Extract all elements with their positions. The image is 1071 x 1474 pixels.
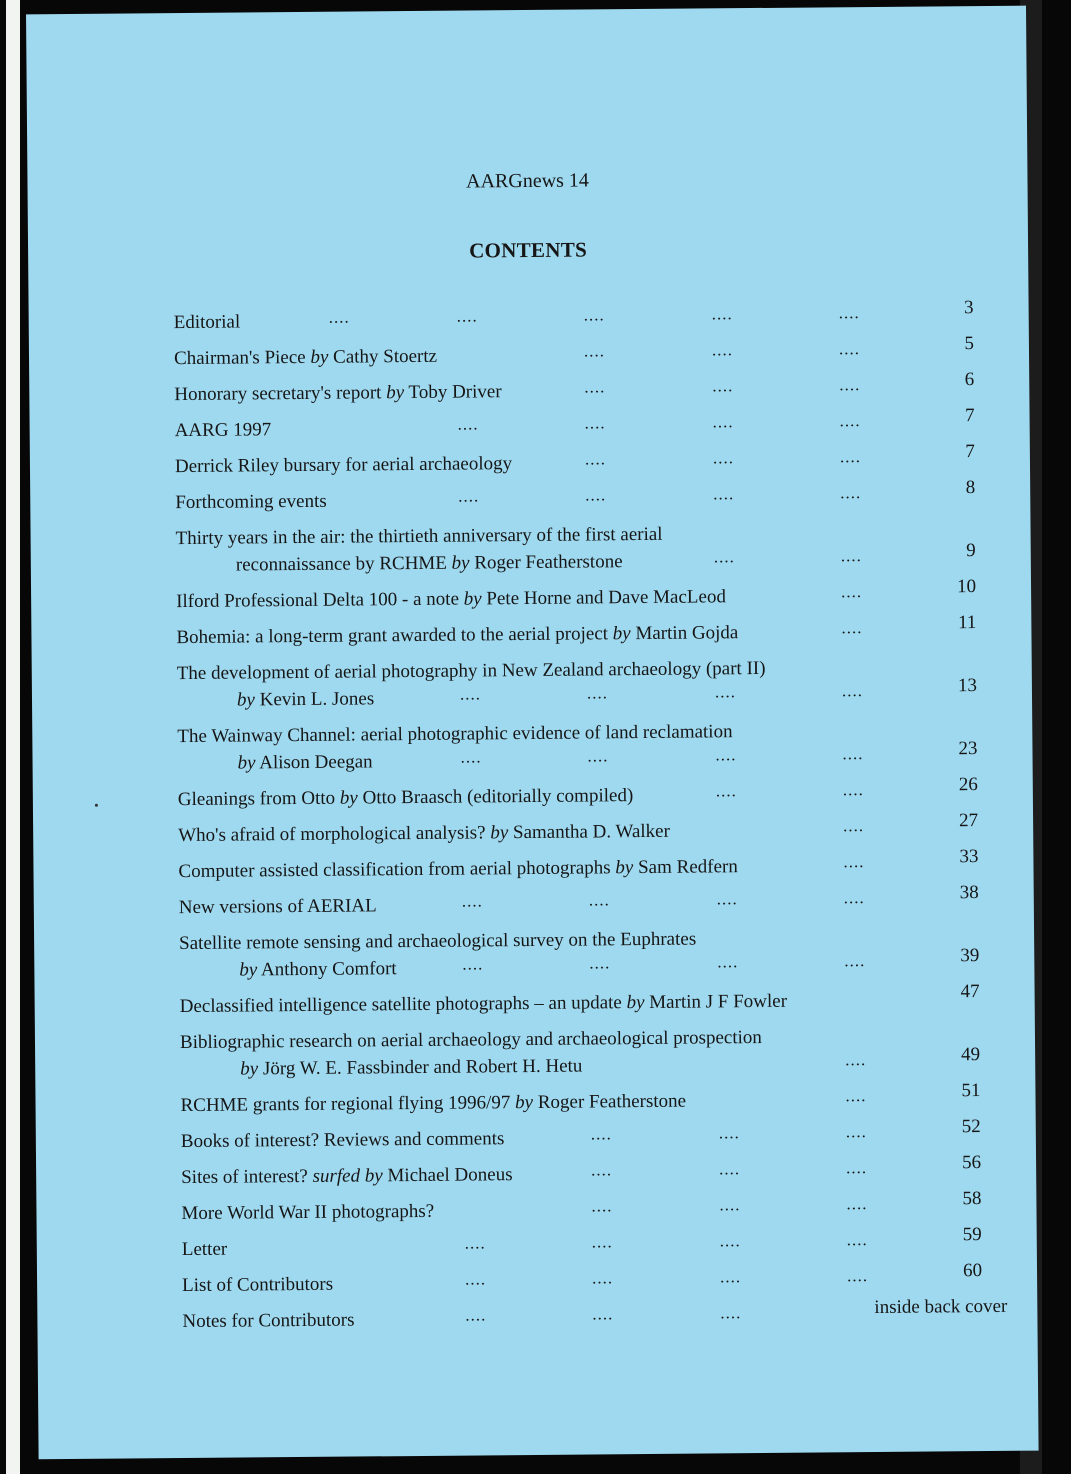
leader-dot: .... bbox=[719, 1231, 741, 1251]
leader-dot: .... bbox=[846, 1266, 869, 1286]
leader-dot: .... bbox=[464, 1269, 487, 1289]
entry-title-text: Editorial bbox=[173, 311, 241, 334]
page-number: 49 bbox=[961, 1044, 981, 1066]
page-number: 27 bbox=[958, 810, 979, 832]
toc-entry bbox=[177, 774, 978, 813]
leader-dot: .... bbox=[457, 414, 479, 434]
entry-by: by bbox=[236, 689, 256, 711]
entry-author: Anthony Comfort bbox=[257, 958, 397, 981]
leader-dot: .... bbox=[458, 486, 480, 506]
page-number: 6 bbox=[964, 369, 975, 391]
entry-author: Roger Featherstone bbox=[469, 551, 623, 574]
leader-dot: .... bbox=[719, 1195, 741, 1215]
toc-entry bbox=[175, 477, 976, 516]
leader-dot: .... bbox=[712, 412, 734, 432]
toc-entry bbox=[174, 441, 975, 480]
leader-dot: .... bbox=[713, 547, 735, 567]
leader-dot: .... bbox=[846, 1194, 868, 1214]
leader-dot: .... bbox=[843, 816, 865, 836]
entry-author: Martin Gojda bbox=[630, 622, 739, 645]
leader-dot: .... bbox=[462, 954, 484, 974]
toc-entry bbox=[180, 1022, 980, 1083]
entry-title-text: Bibliographic research on aerial archaeology and archaeological prospection bbox=[179, 1026, 762, 1054]
entry-title-text: Derrick Riley bursary for aerial archaeology bbox=[174, 453, 513, 478]
page-number: 7 bbox=[965, 441, 975, 463]
entry-title-text: Satellite remote sensing and archaeological survey on the Euphrates bbox=[179, 928, 697, 955]
toc-entry bbox=[181, 1152, 982, 1191]
entry-author: Michael Doneus bbox=[382, 1164, 513, 1187]
page-edge bbox=[6, 0, 20, 1474]
entry-title-text: New versions of AERIAL bbox=[178, 895, 377, 919]
leader-dot: .... bbox=[838, 339, 861, 359]
entry-author: Toby Driver bbox=[403, 381, 502, 404]
entry-by: by bbox=[626, 992, 645, 1014]
entry-title-text: List of Contributors bbox=[182, 1273, 334, 1297]
leader-dot: .... bbox=[846, 1230, 868, 1250]
entry-by: by bbox=[451, 552, 470, 574]
leader-dot: .... bbox=[711, 304, 733, 324]
entry-title-text: Declassified intelligence satellite photographs – an update bbox=[179, 992, 627, 1018]
entry-title-text: RCHME grants for regional flying 1996/97 bbox=[180, 1092, 516, 1117]
entry-author: Roger Featherstone bbox=[532, 1090, 687, 1113]
leader-dot: .... bbox=[845, 1122, 867, 1142]
leader-dot: .... bbox=[711, 340, 734, 360]
page-number: 60 bbox=[962, 1260, 983, 1282]
leader-dot: .... bbox=[846, 1158, 868, 1178]
entry-title-text: Gleanings from Otto bbox=[177, 787, 340, 811]
leader-dot: .... bbox=[839, 411, 861, 431]
entry-title-text: Bohemia: a long-term grant awarded to the aerial project bbox=[176, 623, 613, 649]
leader-dot: .... bbox=[461, 891, 483, 911]
leader-dot: .... bbox=[715, 745, 737, 765]
toc-entry bbox=[179, 981, 980, 1020]
entry-author: Alison Deegan bbox=[255, 751, 373, 774]
leader-dot: .... bbox=[719, 1159, 741, 1179]
entry-by: by bbox=[612, 623, 631, 645]
page-number: 5 bbox=[964, 333, 975, 355]
journal-title: AARGnews 14 bbox=[466, 169, 589, 193]
leader-dot: .... bbox=[714, 682, 737, 702]
toc-entry bbox=[173, 297, 974, 336]
entry-by: by bbox=[339, 787, 358, 809]
page-number: 26 bbox=[958, 774, 978, 796]
entry-title-text: Who's afraid of morphological analysis? bbox=[178, 822, 491, 847]
entry-by: by bbox=[386, 382, 405, 404]
toc-entry bbox=[174, 405, 975, 444]
page-number: 58 bbox=[962, 1188, 982, 1210]
page-number: 3 bbox=[964, 297, 974, 319]
entry-by: by bbox=[239, 959, 258, 981]
leader-dot: .... bbox=[591, 1196, 613, 1216]
leader-dot: .... bbox=[584, 377, 606, 397]
leader-dot: .... bbox=[465, 1305, 487, 1325]
toc-entry bbox=[174, 369, 975, 408]
entry-author: Kevin L. Jones bbox=[254, 688, 375, 711]
entry-title-text: Chairman's Piece bbox=[173, 346, 311, 370]
entry-title-text: The development of aerial photography in New Zealand archaeology (part II) bbox=[176, 657, 766, 685]
leader-dot: .... bbox=[842, 780, 864, 800]
entry-title-text: Notes for Contributors bbox=[182, 1309, 355, 1333]
toc-entry bbox=[181, 1188, 982, 1227]
contents-page bbox=[26, 6, 1039, 1460]
leader-dot: .... bbox=[583, 305, 605, 325]
entry-title-text: Sites of interest? bbox=[181, 1165, 313, 1189]
toc-entry bbox=[181, 1224, 982, 1263]
leader-dot: .... bbox=[717, 952, 739, 972]
leader-dot: .... bbox=[460, 747, 482, 767]
toc-entry bbox=[177, 653, 977, 714]
toc-entry bbox=[176, 612, 977, 651]
toc-entry bbox=[175, 518, 975, 579]
toc-entry bbox=[180, 1116, 981, 1155]
entry-by: by bbox=[615, 857, 634, 879]
page-number: 33 bbox=[959, 846, 979, 868]
leader-dot: .... bbox=[842, 744, 864, 764]
leader-dot: .... bbox=[585, 485, 607, 505]
table-of-contents bbox=[173, 297, 1008, 1333]
toc-entry bbox=[179, 923, 979, 984]
page-number: 39 bbox=[960, 945, 980, 967]
toc-entry bbox=[180, 1080, 981, 1119]
entry-title-text: Books of interest? Reviews and comments bbox=[180, 1128, 505, 1153]
leader-dot: .... bbox=[838, 303, 860, 323]
leader-dot: .... bbox=[720, 1303, 742, 1323]
leader-dot: .... bbox=[713, 484, 735, 504]
entry-title-text: More World War II photographs? bbox=[181, 1200, 435, 1225]
leader-dot: .... bbox=[586, 683, 609, 703]
entry-author: Otto Braasch (editorially compiled) bbox=[357, 785, 634, 809]
leader-dot: .... bbox=[839, 447, 861, 467]
entry-title-text: Ilford Professional Delta 100 - a note bbox=[176, 588, 464, 613]
leader-dot: .... bbox=[588, 890, 610, 910]
page-number: 59 bbox=[962, 1224, 982, 1246]
toc-entry bbox=[178, 882, 979, 921]
leader-dot: .... bbox=[590, 1124, 612, 1144]
entry-title-text: Honorary secretary's report bbox=[174, 382, 387, 406]
leader-dot: .... bbox=[584, 413, 606, 433]
leader-dot: .... bbox=[840, 546, 862, 566]
leader-dot: .... bbox=[841, 618, 863, 638]
toc-entry bbox=[173, 333, 975, 372]
leader-dot: .... bbox=[844, 951, 866, 971]
leader-dot: .... bbox=[589, 953, 611, 973]
toc-entry bbox=[182, 1295, 1008, 1335]
entry-author: Sam Redfern bbox=[633, 856, 738, 879]
leader-dot: .... bbox=[459, 684, 482, 704]
entry-by: by bbox=[463, 588, 482, 610]
leader-dot: .... bbox=[839, 375, 861, 395]
page-number: 51 bbox=[961, 1080, 981, 1102]
leader-dot: .... bbox=[464, 1233, 486, 1253]
page-number: 56 bbox=[961, 1152, 982, 1174]
leader-dot: .... bbox=[712, 376, 734, 396]
entry-by: surfed by bbox=[312, 1165, 383, 1187]
leader-dot: .... bbox=[719, 1267, 742, 1287]
leader-dot: .... bbox=[845, 1086, 867, 1106]
page-number: 23 bbox=[958, 738, 978, 760]
page-number: 7 bbox=[964, 405, 975, 427]
leader-dot: .... bbox=[715, 781, 737, 801]
entry-title bbox=[180, 986, 980, 1020]
entry-by: by bbox=[490, 822, 509, 844]
leader-dot: .... bbox=[716, 889, 738, 909]
entry-title-text: The Wainway Channel: aerial photographic evidence of land reclamation bbox=[177, 721, 733, 748]
toc-entry bbox=[178, 810, 979, 849]
entry-by: by bbox=[515, 1091, 534, 1114]
leader-dot: .... bbox=[591, 1268, 614, 1288]
toc-entry bbox=[176, 576, 977, 615]
leader-dot: .... bbox=[718, 1123, 740, 1143]
entry-author: Jörg W. E. Fassbinder and Robert H. Hetu bbox=[258, 1055, 583, 1080]
page-number: inside back cover bbox=[874, 1295, 1008, 1319]
entry-title-text: Thirty years in the air: the thirtieth anniversary of the first aerial bbox=[175, 523, 663, 550]
page-number: 8 bbox=[965, 477, 976, 499]
leader-dot: .... bbox=[587, 746, 609, 766]
contents-heading: CONTENTS bbox=[469, 237, 588, 263]
entry-author: Pete Horne and Dave MacLeod bbox=[481, 586, 726, 610]
entry-by: by bbox=[240, 1058, 259, 1080]
leader-dot: .... bbox=[712, 448, 734, 468]
page-number: 9 bbox=[966, 540, 976, 562]
speck bbox=[95, 804, 98, 807]
leader-dot: .... bbox=[583, 341, 606, 361]
entry-author: Cathy Stoertz bbox=[328, 345, 438, 368]
leader-dot: .... bbox=[591, 1160, 613, 1180]
leader-dot: .... bbox=[845, 1050, 867, 1070]
leader-dot: .... bbox=[841, 681, 864, 701]
leader-dot: .... bbox=[584, 449, 607, 469]
leader-dot: .... bbox=[456, 306, 478, 326]
entry-by: by bbox=[237, 752, 256, 774]
leader-dot: .... bbox=[843, 852, 865, 872]
leader-dot: .... bbox=[591, 1232, 613, 1252]
leader-dot: .... bbox=[843, 888, 865, 908]
page-number: 47 bbox=[960, 981, 980, 1003]
page-number: 38 bbox=[959, 882, 979, 904]
entry-subtitle-text: reconnaissance by RCHME bbox=[235, 552, 452, 576]
entry-title-text: Letter bbox=[181, 1238, 228, 1261]
entry-author: Samantha D. Walker bbox=[508, 820, 670, 844]
page-number: 13 bbox=[957, 675, 978, 697]
toc-entry bbox=[178, 846, 979, 885]
leader-dot: .... bbox=[840, 483, 862, 503]
leader-dot: .... bbox=[328, 307, 350, 327]
entry-by: by bbox=[310, 346, 329, 368]
page-number: 10 bbox=[956, 576, 977, 598]
toc-entry bbox=[177, 716, 977, 777]
entry-title-text: AARG 1997 bbox=[174, 419, 272, 442]
leader-dot: .... bbox=[592, 1304, 614, 1324]
entry-title-text: Computer assisted classification from aerial photographs bbox=[178, 857, 616, 883]
entry-title-text: Forthcoming events bbox=[175, 490, 327, 514]
page-number: 11 bbox=[957, 612, 977, 634]
entry-author: Martin J F Fowler bbox=[644, 990, 788, 1014]
page-number: 52 bbox=[961, 1116, 981, 1138]
leader-dot: .... bbox=[841, 582, 863, 602]
